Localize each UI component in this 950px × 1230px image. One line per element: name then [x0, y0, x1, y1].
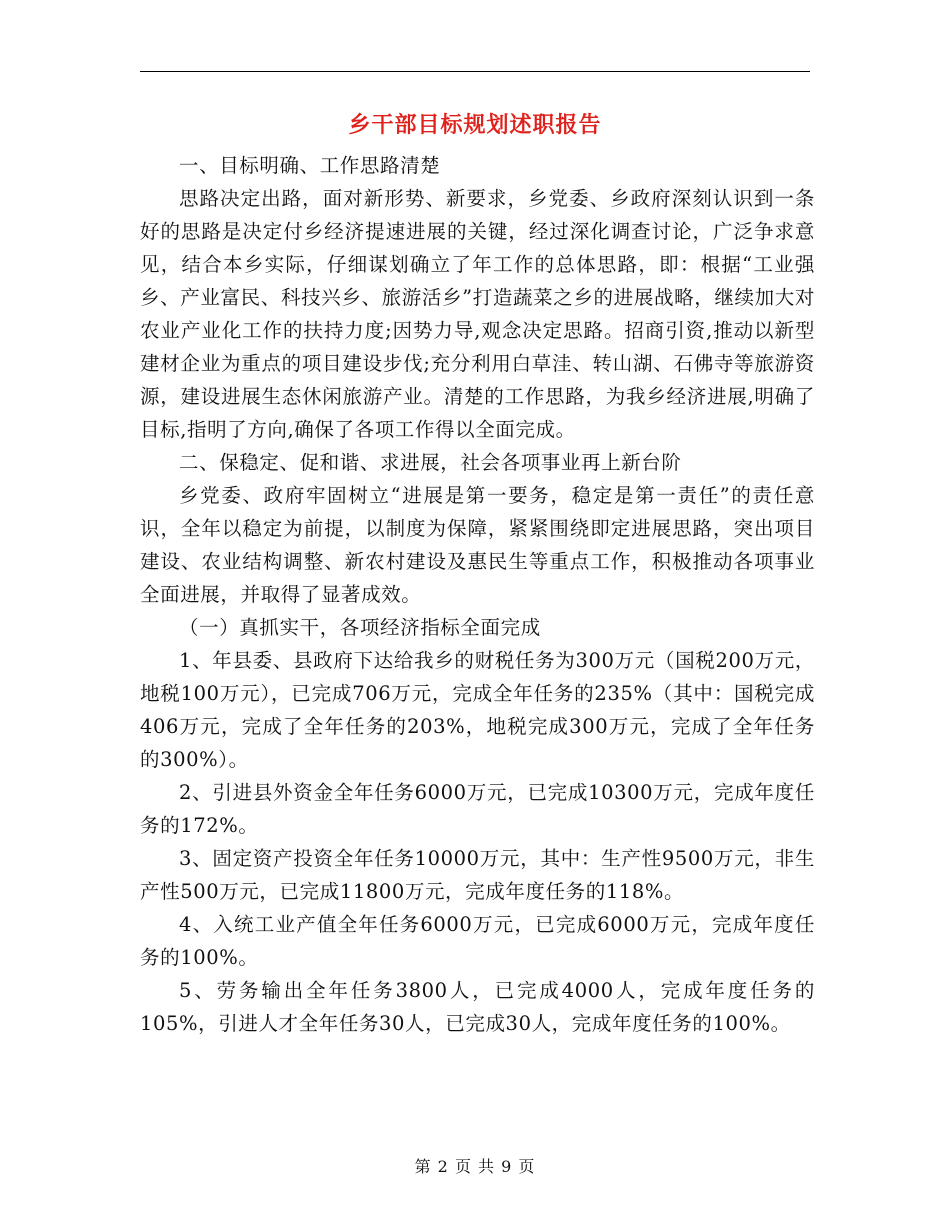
paragraph-stability: 乡党委、政府牢固树立“进展是第一要务，稳定是第一责任”的责任意识，全年以稳定为前提，以制度为保障，紧紧围绕即定进展思路，突出项目建设、农业结构调整、新农村建设及惠民生等重点工作，积极推动各项事业全面进展，并取得了显著成效。: [140, 484, 815, 606]
item-tax-task: 1、年县委、县政府下达给我乡的财税任务为300万元（国税200万元，地税100万元），已完成706万元，完成全年任务的235%（其中：国税完成406万元，完成了全年任务的203%，地税完成300万元，完成了全年任务的300%）。: [140, 649, 815, 771]
item-external-funds: 2、引进县外资金全年任务6000万元，已完成10300万元，完成年度任务的172%。: [140, 781, 815, 837]
paragraph-strategy: 思路决定出路，面对新形势、新要求，乡党委、乡政府深刻认识到一条好的思路是决定付乡经济提速进展的关键，经过深化调查讨论，广泛争求意见，结合本乡实际，仔细谋划确立了年工作的总体思路，即：根据“工业强乡、产业富民、科技兴乡、旅游活乡”打造蔬菜之乡的进展战略，继续加大对农业产业化工作的扶持力度;因势力导,观念决定思路。招商引资,推动以新型建材企业为重点的项目建设步伐;充分利用白草洼、转山湖、石佛寺等旅游资源，建设进展生态休闲旅游产业。清楚的工作思路，为我乡经济进展,明确了目标,指明了方向,确保了各项工作得以全面完成。: [140, 187, 815, 441]
item-industrial-output: 4、入统工业产值全年任务6000万元，已完成6000万元，完成年度任务的100%。: [140, 913, 815, 969]
section-heading-2: 二、保稳定、促和谐、求进展，社会各项事业再上新台阶: [179, 451, 682, 474]
section-heading-1: 一、目标明确、工作思路清楚: [179, 154, 441, 177]
subsection-heading-1: （一）真抓实干，各项经济指标全面完成: [179, 616, 541, 639]
document-title: 乡干部目标规划述职报告: [348, 112, 602, 138]
item-labor-export: 5、劳务输出全年任务3800人，已完成4000人，完成年度任务的105%，引进人才全年任务30人，已完成30人，完成年度任务的100%。: [140, 979, 815, 1035]
header-rule: [140, 71, 810, 72]
document-body: [140, 149, 815, 1040]
page-number: 第 2 页 共 9 页: [414, 1157, 536, 1176]
item-fixed-assets: 3、固定资产投资全年任务10000万元，其中：生产性9500万元，非生产性500万元，已完成11800万元，完成年度任务的118%。: [140, 847, 815, 903]
